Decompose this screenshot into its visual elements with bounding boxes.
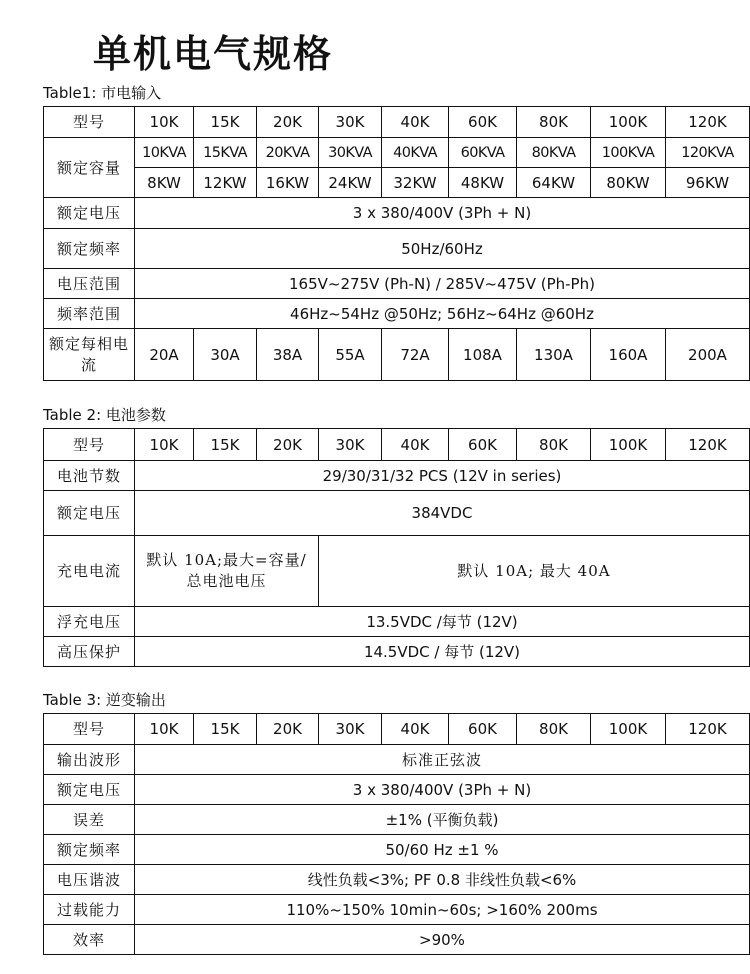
table-row (44, 835, 750, 865)
table-row (44, 925, 750, 955)
current-cell: 160A (591, 329, 666, 381)
waveform-value: 标准正弦波 (135, 745, 750, 775)
table-row (44, 299, 750, 329)
model-cell: 30K (319, 107, 382, 138)
kva-cell: 15KVA (194, 138, 257, 168)
table-row (44, 607, 750, 637)
kw-cell: 32KW (382, 168, 449, 198)
model-cell: 120K (666, 429, 750, 461)
model-cell: 80K (517, 107, 591, 138)
table-row (44, 637, 750, 667)
kva-cell: 120KVA (666, 138, 750, 168)
table-row (44, 745, 750, 775)
frequency-label: 额定频率 (44, 835, 135, 865)
thd-label: 电压谐波 (44, 865, 135, 895)
table-row (44, 229, 750, 269)
model-cell: 20K (257, 714, 319, 745)
table-row (44, 895, 750, 925)
table-row (44, 491, 750, 536)
kva-cell: 20KVA (257, 138, 319, 168)
model-cell: 40K (382, 107, 449, 138)
kva-cell: 100KVA (591, 138, 666, 168)
model-cell: 60K (449, 714, 517, 745)
kw-cell: 16KW (257, 168, 319, 198)
kw-cell: 96KW (666, 168, 750, 198)
efficiency-value: >90% (135, 925, 750, 955)
frequency-value: 50Hz/60Hz (135, 229, 750, 269)
kw-cell: 24KW (319, 168, 382, 198)
table-row (44, 429, 750, 461)
voltage-value: 3 x 380/400V (3Ph + N) (135, 198, 750, 229)
model-cell: 15K (194, 107, 257, 138)
table-row (44, 714, 750, 745)
table-row (44, 107, 750, 138)
kva-cell: 30KVA (319, 138, 382, 168)
model-cell: 40K (382, 714, 449, 745)
table-row (44, 168, 750, 198)
table-row (44, 269, 750, 299)
current-cell: 200A (666, 329, 750, 381)
kva-cell: 60KVA (449, 138, 517, 168)
kva-cell: 10KVA (135, 138, 194, 168)
float-value: 13.5VDC /每节 (12V) (135, 607, 750, 637)
kva-cell: 40KVA (382, 138, 449, 168)
charge-default-value: 默认 10A;最大=容量/总电池电压 (135, 536, 319, 607)
table-row (44, 805, 750, 835)
table-row (44, 865, 750, 895)
thd-value: 线性负载<3%; PF 0.8 非线性负载<6% (135, 865, 750, 895)
error-label: 误差 (44, 805, 135, 835)
current-cell: 20A (135, 329, 194, 381)
model-label: 型号 (44, 107, 135, 138)
model-cell: 10K (135, 107, 194, 138)
overload-value: 110%~150% 10min~60s; >160% 200ms (135, 895, 750, 925)
float-label: 浮充电压 (44, 607, 135, 637)
current-cell: 108A (449, 329, 517, 381)
table3-caption: Table 3: 逆变输出 (43, 691, 166, 709)
current-cell: 38A (257, 329, 319, 381)
cells-label: 电池节数 (44, 461, 135, 491)
current-cell: 55A (319, 329, 382, 381)
kw-cell: 48KW (449, 168, 517, 198)
kw-cell: 80KW (591, 168, 666, 198)
table-row (44, 329, 750, 381)
page-title: 单机电气规格 (93, 32, 334, 76)
table-row (44, 198, 750, 229)
kva-cell: 80KVA (517, 138, 591, 168)
kw-cell: 12KW (194, 168, 257, 198)
kw-cell: 8KW (135, 168, 194, 198)
freq-range-value: 46Hz~54Hz @50Hz; 56Hz~64Hz @60Hz (135, 299, 750, 329)
voltage-value: 384VDC (135, 491, 750, 536)
cells-value: 29/30/31/32 PCS (12V in series) (135, 461, 750, 491)
model-cell: 15K (194, 429, 257, 461)
frequency-label: 额定频率 (44, 229, 135, 269)
kw-cell: 64KW (517, 168, 591, 198)
model-cell: 100K (591, 107, 666, 138)
model-cell: 15K (194, 714, 257, 745)
voltage-label: 额定电压 (44, 198, 135, 229)
table-row (44, 536, 750, 607)
model-cell: 20K (257, 429, 319, 461)
capacity-label: 额定容量 (44, 138, 135, 198)
model-cell: 40K (382, 429, 449, 461)
voltage-range-value: 165V~275V (Ph-N) / 285V~475V (Ph-Ph) (135, 269, 750, 299)
model-cell: 60K (449, 429, 517, 461)
frequency-value: 50/60 Hz ±1 % (135, 835, 750, 865)
table1-caption: Table1: 市电输入 (43, 84, 162, 102)
model-cell: 120K (666, 107, 750, 138)
error-value: ±1% (平衡负载) (135, 805, 750, 835)
current-cell: 130A (517, 329, 591, 381)
overload-label: 过载能力 (44, 895, 135, 925)
current-cell: 30A (194, 329, 257, 381)
model-cell: 30K (319, 714, 382, 745)
freq-range-label: 频率范围 (44, 299, 135, 329)
inverter-output-table (43, 713, 750, 955)
efficiency-label: 效率 (44, 925, 135, 955)
model-cell: 100K (591, 429, 666, 461)
hv-value: 14.5VDC / 每节 (12V) (135, 637, 750, 667)
model-cell: 80K (517, 714, 591, 745)
voltage-label: 额定电压 (44, 491, 135, 536)
voltage-label: 额定电压 (44, 775, 135, 805)
model-cell: 10K (135, 714, 194, 745)
model-cell: 60K (449, 107, 517, 138)
waveform-label: 输出波形 (44, 745, 135, 775)
model-label: 型号 (44, 714, 135, 745)
charge-max-value: 默认 10A; 最大 40A (319, 536, 750, 607)
voltage-range-label: 电压范围 (44, 269, 135, 299)
table-row (44, 775, 750, 805)
model-label: 型号 (44, 429, 135, 461)
charge-label: 充电电流 (44, 536, 135, 607)
table-row (44, 138, 750, 168)
model-cell: 30K (319, 429, 382, 461)
table-row (44, 461, 750, 491)
model-cell: 120K (666, 714, 750, 745)
model-cell: 80K (517, 429, 591, 461)
model-cell: 100K (591, 714, 666, 745)
table2-caption: Table 2: 电池参数 (43, 406, 166, 424)
model-cell: 20K (257, 107, 319, 138)
current-cell: 72A (382, 329, 449, 381)
model-cell: 10K (135, 429, 194, 461)
mains-input-table (43, 106, 750, 381)
battery-table (43, 428, 750, 667)
current-label: 额定每相电流 (44, 329, 135, 381)
hv-label: 高压保护 (44, 637, 135, 667)
voltage-value: 3 x 380/400V (3Ph + N) (135, 775, 750, 805)
